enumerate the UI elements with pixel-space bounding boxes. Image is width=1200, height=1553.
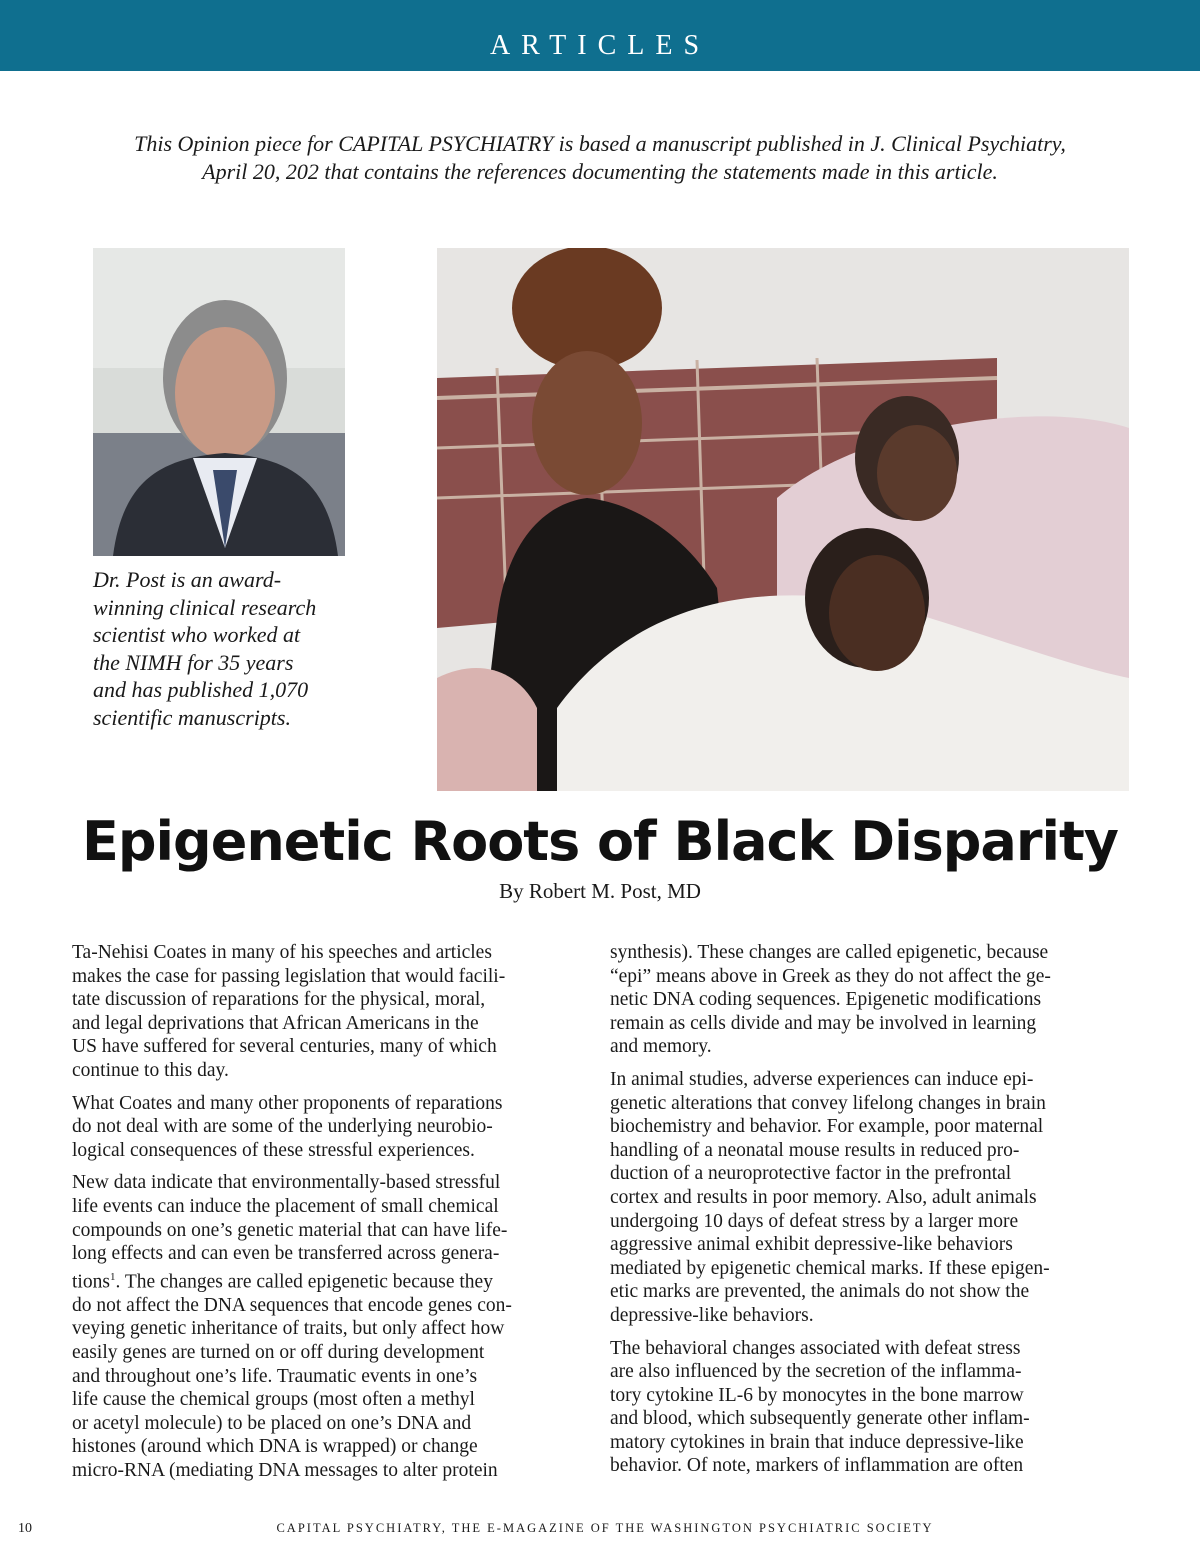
text-line: matory cytokines in brain that induce depressive-like (610, 1431, 1024, 1453)
section-label: ARTICLES (489, 30, 711, 61)
intro-line-1: This Opinion piece for CAPITAL PSYCHIATRY is based a manuscript published in J. Clinical Psychiatry, (134, 131, 1066, 156)
text-line: Ta-Nehisi Coates in many of his speeches and articles (72, 942, 492, 963)
paragraph (72, 941, 602, 1083)
text-line: long effects and can even be transferred across genera- (72, 1243, 500, 1265)
text-line: synthesis). These changes are called epigenetic, because (610, 942, 1049, 963)
page-footer (0, 1521, 1200, 1541)
text-fragment: . The changes are called epigenetic because they (115, 1271, 493, 1293)
text-line: “epi” means above in Greek as they do not affect the ge- (610, 965, 1051, 987)
text-line: life events can induce the placement of small chemical (72, 1195, 499, 1217)
text-line: tory cytokine IL-6 by monocytes in the bone marrow (610, 1384, 1024, 1406)
caption-line: scientific manuscripts. (93, 704, 291, 730)
text-line: tate discussion of reparations for the physical, moral, (72, 989, 486, 1011)
paragraph (72, 1092, 602, 1163)
paragraph (610, 1337, 1140, 1479)
text-line: or acetyl molecule) to be placed on one’s DNA and (72, 1412, 472, 1434)
text-line: genetic alterations that convey lifelong changes in brain (610, 1092, 1046, 1114)
text-line: continue to this day. (72, 1059, 229, 1081)
text-line: veying genetic inheritance of traits, but only affect how (72, 1318, 505, 1340)
text-line: behavior. Of note, markers of inflammation are often (610, 1455, 1024, 1477)
caption-line: the NIMH for 35 years (93, 649, 294, 675)
intro-line-2: April 20, 202 that contains the references documenting the statements made in this article. (202, 159, 998, 184)
text-line: depressive-like behaviors. (610, 1304, 814, 1326)
text-line: histones (around which DNA is wrapped) or change (72, 1436, 478, 1458)
text-line: do not affect the DNA sequences that encode genes con- (72, 1294, 512, 1316)
text-line: and blood, which subsequently generate other inflam- (610, 1408, 1030, 1430)
page-number: 10 (18, 1521, 32, 1536)
feature-photo (437, 248, 1129, 791)
caption-line: scientist who worked at (93, 622, 301, 647)
text-line: US have suffered for several centuries, many of which (72, 1036, 497, 1058)
paragraph (72, 1171, 602, 1482)
text-line: and memory. (610, 1036, 712, 1058)
text-line: duction of a neuroprotective factor in the prefrontal (610, 1163, 1012, 1185)
journal-name: CAPITAL PSYCHIATRY, THE E-MAGAZINE OF THE WASHINGTON PSYCHIATRIC SOCIETY (276, 1521, 934, 1535)
text-line: are also influenced by the secretion of the inflamma- (610, 1361, 1022, 1383)
text-line: handling of a neonatal mouse results in reduced pro- (610, 1139, 1020, 1161)
text-line: makes the case for passing legislation that would facili- (72, 965, 506, 987)
text-line: New data indicate that environmentally-based stressful (72, 1172, 501, 1194)
text-line: do not deal with are some of the underlying neurobio- (72, 1116, 493, 1138)
author-caption (93, 566, 363, 731)
caption-line: and has published 1,070 (93, 677, 309, 702)
footnote-ref: 1 (109, 1270, 116, 1283)
text-line: biochemistry and behavior. For example, poor maternal (610, 1116, 1044, 1138)
text-line: easily genes are turned on or off during development (72, 1342, 485, 1363)
text-line: undergoing 10 days of defeat stress by a larger more (610, 1210, 1019, 1232)
text-line: In animal studies, adverse experiences can induce epi- (610, 1068, 1034, 1090)
text-line: etic marks are prevented, the animals do not show the (610, 1281, 1030, 1303)
article-byline: By Robert M. Post, MD (499, 879, 701, 903)
text-line: and throughout one’s life. Traumatic events in one’s (72, 1365, 478, 1387)
text-line: mediated by epigenetic chemical marks. If these epigen- (610, 1257, 1050, 1279)
text-line: remain as cells divide and may be involved in learning (610, 1012, 1037, 1034)
paragraph (610, 1068, 1140, 1328)
author-portrait-illustration (93, 248, 345, 556)
body-column-left (72, 941, 602, 1483)
text-line: micro-RNA (mediating DNA messages to alter protein (72, 1459, 498, 1481)
article-title: Epigenetic Roots of Black Disparity (81, 810, 1118, 873)
text-line: life cause the chemical groups (most often a methyl (72, 1389, 475, 1411)
text-line: cortex and results in poor memory. Also, adult animals (610, 1186, 1037, 1208)
intro-note (60, 130, 1140, 186)
text-line: and legal deprivations that African Americans in the (72, 1012, 479, 1034)
text-line: netic DNA coding sequences. Epigenetic modifications (610, 989, 1042, 1011)
section-banner (0, 0, 1200, 71)
text-line: aggressive animal exhibit depressive-like behaviors (610, 1234, 1013, 1256)
text-line: What Coates and many other proponents of reparations (72, 1092, 503, 1114)
paragraph (610, 941, 1140, 1059)
caption-line: winning clinical research (93, 594, 317, 620)
body-column-right (610, 941, 1140, 1478)
feature-photo-illustration (437, 248, 1129, 791)
text-line: The behavioral changes associated with defeat stress (610, 1337, 1021, 1359)
caption-line: Dr. Post is an award- (93, 567, 282, 592)
text-fragment: tions (72, 1271, 110, 1293)
text-line (72, 1266, 602, 1294)
text-line: logical consequences of these stressful experiences. (72, 1139, 475, 1161)
text-line: compounds on one’s genetic material that can have life- (72, 1219, 508, 1241)
author-portrait (93, 248, 345, 556)
